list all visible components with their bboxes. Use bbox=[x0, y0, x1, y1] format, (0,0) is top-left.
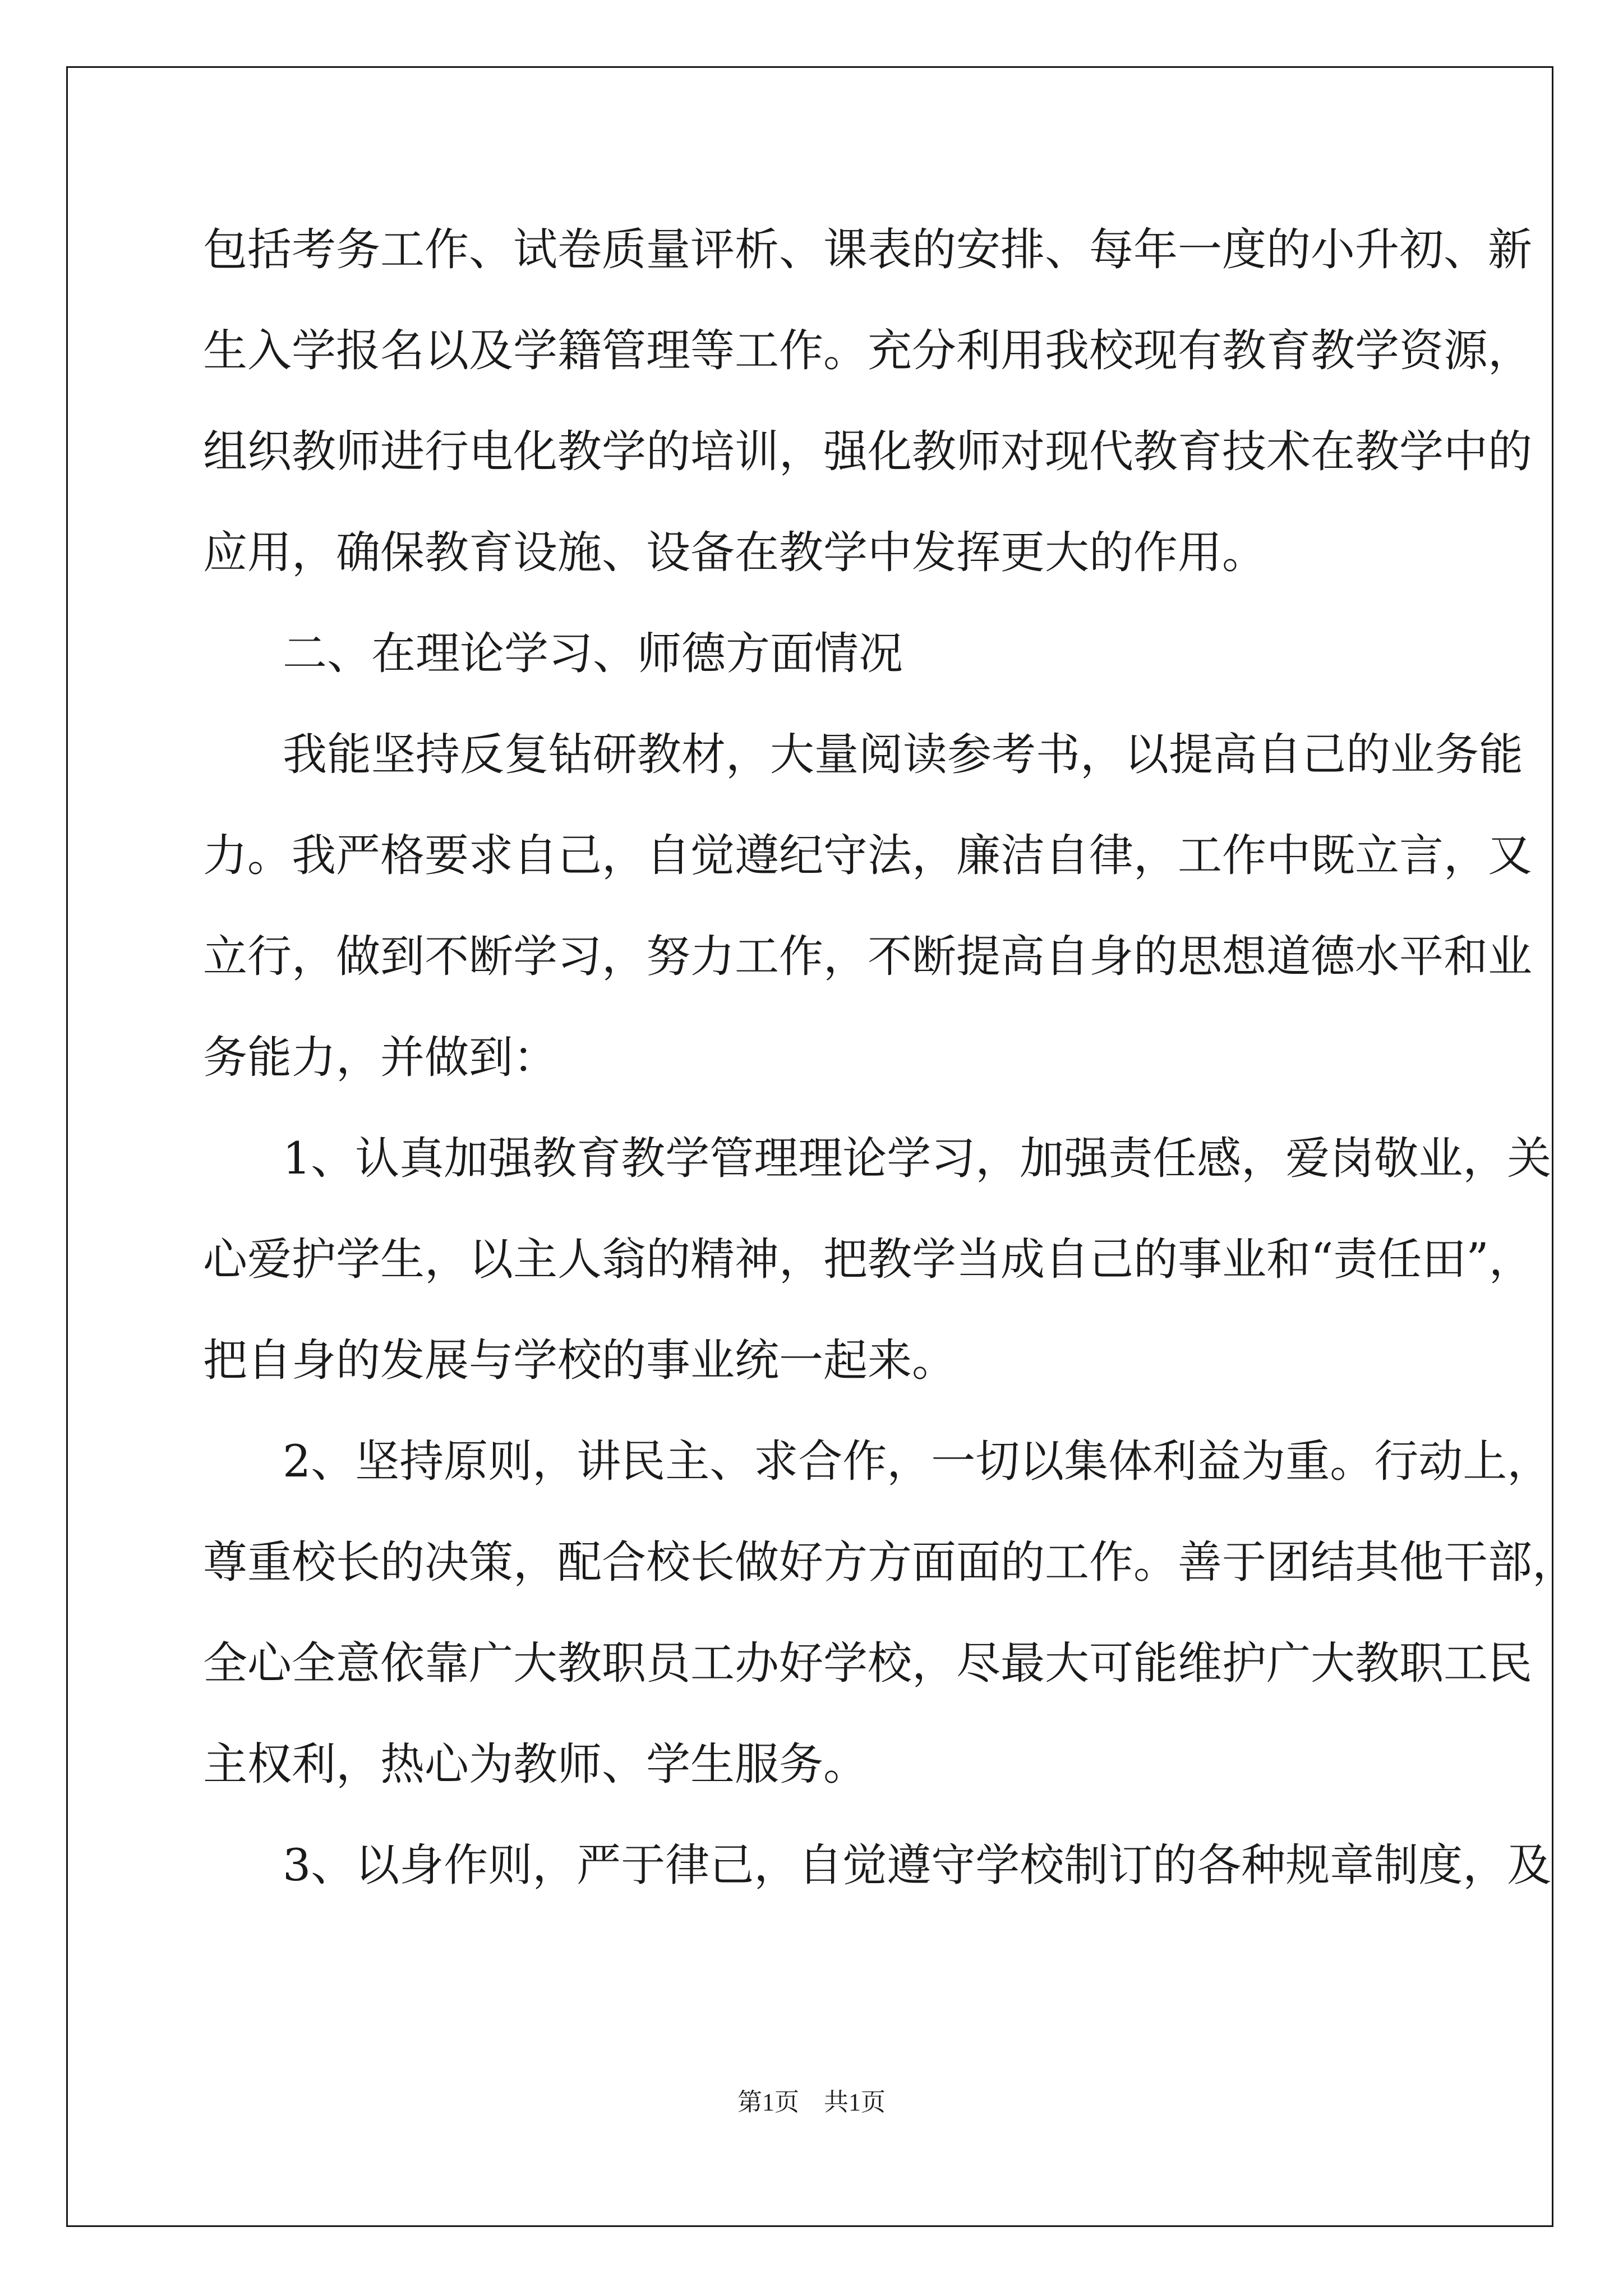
text-line: 生入学报名以及学籍管理等工作。充分利用我校现有教育教学资源， bbox=[203, 325, 1532, 376]
list-item-1: 1、认真加强教育教学管理理论学习，加强责任感，爱岗敬业，关 bbox=[283, 1133, 1552, 1184]
text-line: 全心全意依靠广大教职员工办好学校，尽最大可能维护广大教职工民 bbox=[203, 1637, 1532, 1689]
list-item-3: 3、以身作则，严于律己，自觉遵守学校制订的各种规章制度，及 bbox=[283, 1839, 1552, 1891]
text-line: 力。我严格要求自己，自觉遵纪守法，廉洁自律，工作中既立言，又 bbox=[203, 830, 1532, 881]
text-line: 包括考务工作、试卷质量评析、课表的安排、每年一度的小升初、新 bbox=[203, 224, 1532, 275]
section-heading: 二、在理论学习、师德方面情况 bbox=[283, 628, 903, 679]
text-line: 立行，做到不断学习，努力工作，不断提高自身的思想道德水平和业 bbox=[203, 931, 1532, 982]
list-item-2: 2、坚持原则，讲民主、求合作，一切以集体利益为重。行动上， bbox=[283, 1435, 1552, 1487]
text-line: 把自身的发展与学校的事业统一起来。 bbox=[203, 1335, 956, 1386]
page-number-footer: 第1页 共1页 bbox=[737, 2088, 886, 2116]
text-line: 我能坚持反复钻研教材，大量阅读参考书，以提高自己的业务能 bbox=[283, 729, 1523, 780]
text-line: 心爱护学生，以主人翁的精神，把教学当成自己的事业和“责任田”， bbox=[203, 1234, 1533, 1285]
text-line: 务能力，并做到： bbox=[203, 1032, 557, 1083]
text-line: 尊重校长的决策，配合校长做好方方面面的工作。善于团结其他干部， bbox=[203, 1536, 1576, 1588]
text-line: 主权利，热心为教师、学生服务。 bbox=[203, 1738, 868, 1790]
text-line: 应用，确保教育设施、设备在教学中发挥更大的作用。 bbox=[203, 527, 1266, 578]
text-line: 组织教师进行电化教学的培训，强化教师对现代教育技术在教学中的 bbox=[203, 426, 1532, 477]
